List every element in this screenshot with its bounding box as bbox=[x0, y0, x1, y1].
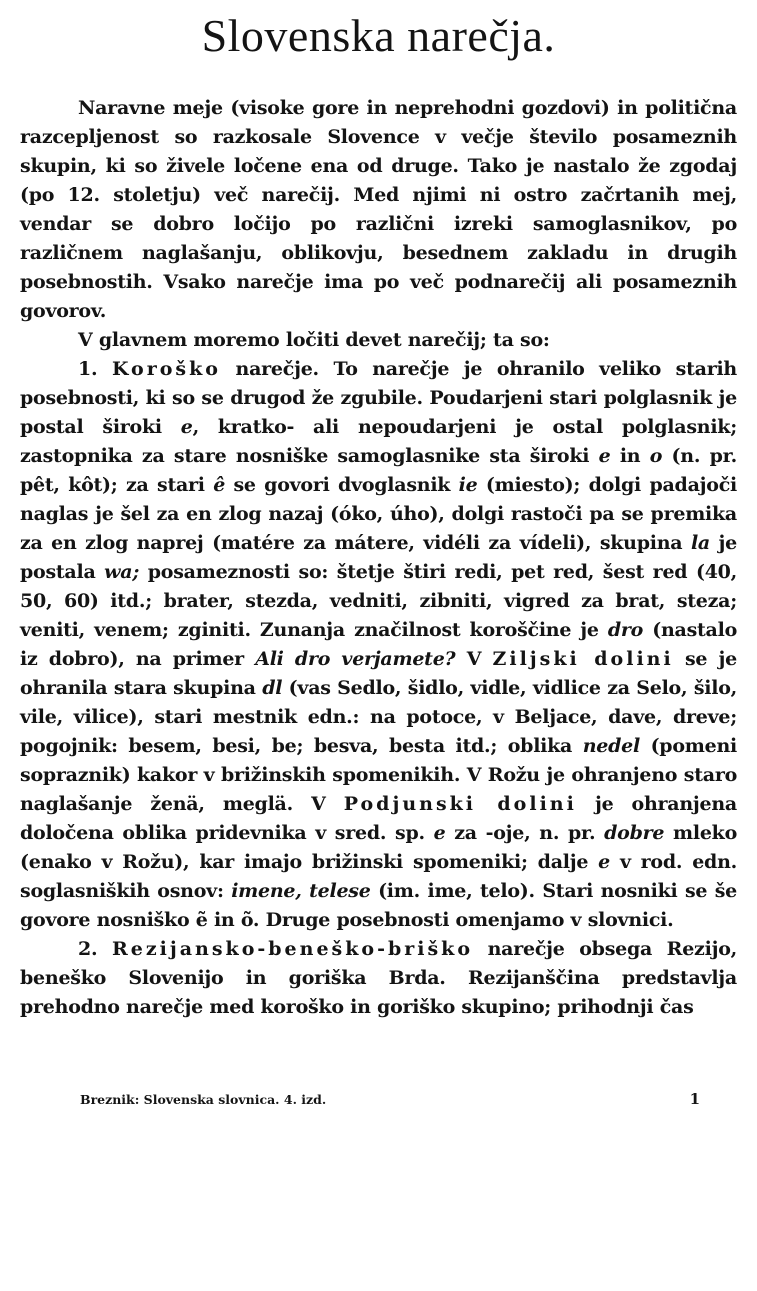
italic-run: e bbox=[598, 445, 611, 467]
body-text bbox=[20, 94, 737, 1022]
page bbox=[20, 0, 738, 1108]
dialect-name: Rezijansko-beneško-briško bbox=[111, 938, 474, 960]
italic-run: e bbox=[180, 416, 193, 438]
text-run: , kratko- ali nepoudarjeni je ostal polglasnik; zastopnika za stare nosniške samoglasnike sta široki bbox=[20, 416, 737, 467]
italic-run: dobre bbox=[604, 822, 665, 844]
text-run: v rod. edn. soglasniških osnov: bbox=[20, 851, 737, 902]
text-run: (n. pr. pêt, kôt); za stari bbox=[20, 445, 737, 496]
text-run: (pomeni sopraznik) kakor v brižinskih spomenikih. V Rožu je ohranjeno staro naglašanje ženä, meglä. V bbox=[20, 735, 737, 815]
italic-run: dro bbox=[607, 619, 644, 641]
italic-run: e bbox=[433, 822, 446, 844]
paragraph-koroško bbox=[20, 355, 737, 935]
text-run: narečje obsega Rezijo, beneško Slovenijo in goriška Brda. Rezijanščina predstavlja prehodno narečje med koroško in goriško skupino; prihodnji čas bbox=[20, 938, 737, 1018]
list-number: 1. bbox=[78, 358, 98, 380]
italic-run: dl bbox=[262, 677, 283, 699]
text-run: za -oje, n. pr. bbox=[445, 822, 605, 844]
text-run: je ohranjena določena oblika pridevnika v sred. sp. bbox=[20, 793, 737, 844]
region-name: Ziljski dolini bbox=[492, 648, 674, 670]
text-run: (miesto); dolgi padajoči naglas je šel za en zlog nazaj (óko, úho), dolgi rastoči pa se premika za en zlog naprej (matére za mátere, vidéli za vídeli), skupina bbox=[20, 474, 737, 554]
text-run: narečje. To narečje je ohranilo veliko starih posebnosti, ki so se drugod že zgubile. Poudarjeni stari polglasnik je postal široki bbox=[20, 358, 737, 438]
italic-run: nedel bbox=[582, 735, 640, 757]
page-number: 1 bbox=[689, 1090, 700, 1108]
text-run: (im. ime, telo). Stari nosniki se še govore nosniško ẽ in õ. Druge posebnosti omenjamo v slovnici. bbox=[20, 880, 738, 931]
paragraph-intro: Naravne meje (visoke gore in neprehodni gozdovi) in politična razcepljenost so razkosale Slovence v večje število posameznih skupin, ki so živele ločene ena od druge. Tako je nastalo že zgodaj (po 12. stoletju) več narečij. Med njimi ni ostro začrtanih mej, vendar se dobro ločijo po različni izreki samoglasnikov, po različnem naglašanju, oblikovju, besednem zakladu in drugih posebnostih. Vsako narečje ima po več podnarečij ali posameznih govorov. bbox=[20, 97, 737, 322]
text-run: je postala bbox=[20, 532, 738, 583]
text-run: posameznosti so: štetje štiri redi, pet red, šest red (40, 50, 60) itd.; brater, stezda, vedniti, zibniti, vigred za brat, steza; veniti, venem; zginiti. Zunanja značilnost koroščine je bbox=[20, 561, 738, 641]
paragraph-rezijansko bbox=[20, 935, 737, 1022]
text-run: V bbox=[455, 648, 493, 670]
text-run: se govori dvoglasnik bbox=[225, 474, 459, 496]
page-footer bbox=[80, 1092, 700, 1107]
region-name: Podjunski dolini bbox=[343, 793, 577, 815]
italic-run: ie bbox=[458, 474, 478, 496]
italic-run: la bbox=[690, 532, 710, 554]
text-run: in bbox=[610, 445, 650, 467]
text-run: (nastalo iz dobro), na primer bbox=[20, 619, 738, 670]
list-number: 2. bbox=[78, 938, 98, 960]
text-run: (vas Sedlo, šidlo, vidle, vidlice za Selo, šilo, vile, vilice), stari mestnik edn.: na potoce, v Beljace, dave, dreve; pogojnik: besem, besi, be; besva, besta itd.; oblika bbox=[20, 677, 737, 757]
italic-run: wa; bbox=[104, 561, 140, 583]
italic-run: Ali dro verjamete? bbox=[255, 648, 456, 670]
text-run: mleko (enako v Rožu), kar imajo brižinski spomeniki; dalje bbox=[20, 822, 737, 873]
italic-run: ê bbox=[213, 474, 226, 496]
italic-run: imene, telese bbox=[231, 880, 371, 902]
footer-citation: Breznik: Slovenska slovnica. 4. izd. bbox=[80, 1092, 327, 1107]
dialect-name: Koroško bbox=[111, 358, 221, 380]
paragraph-list-intro: V glavnem moremo ločiti devet narečij; ta so: bbox=[78, 329, 550, 351]
page-title: Slovenska narečja. bbox=[201, 10, 556, 61]
italic-run: e bbox=[598, 851, 610, 873]
text-run: se je ohranila stara skupina bbox=[20, 648, 737, 699]
italic-run: o bbox=[649, 445, 663, 467]
